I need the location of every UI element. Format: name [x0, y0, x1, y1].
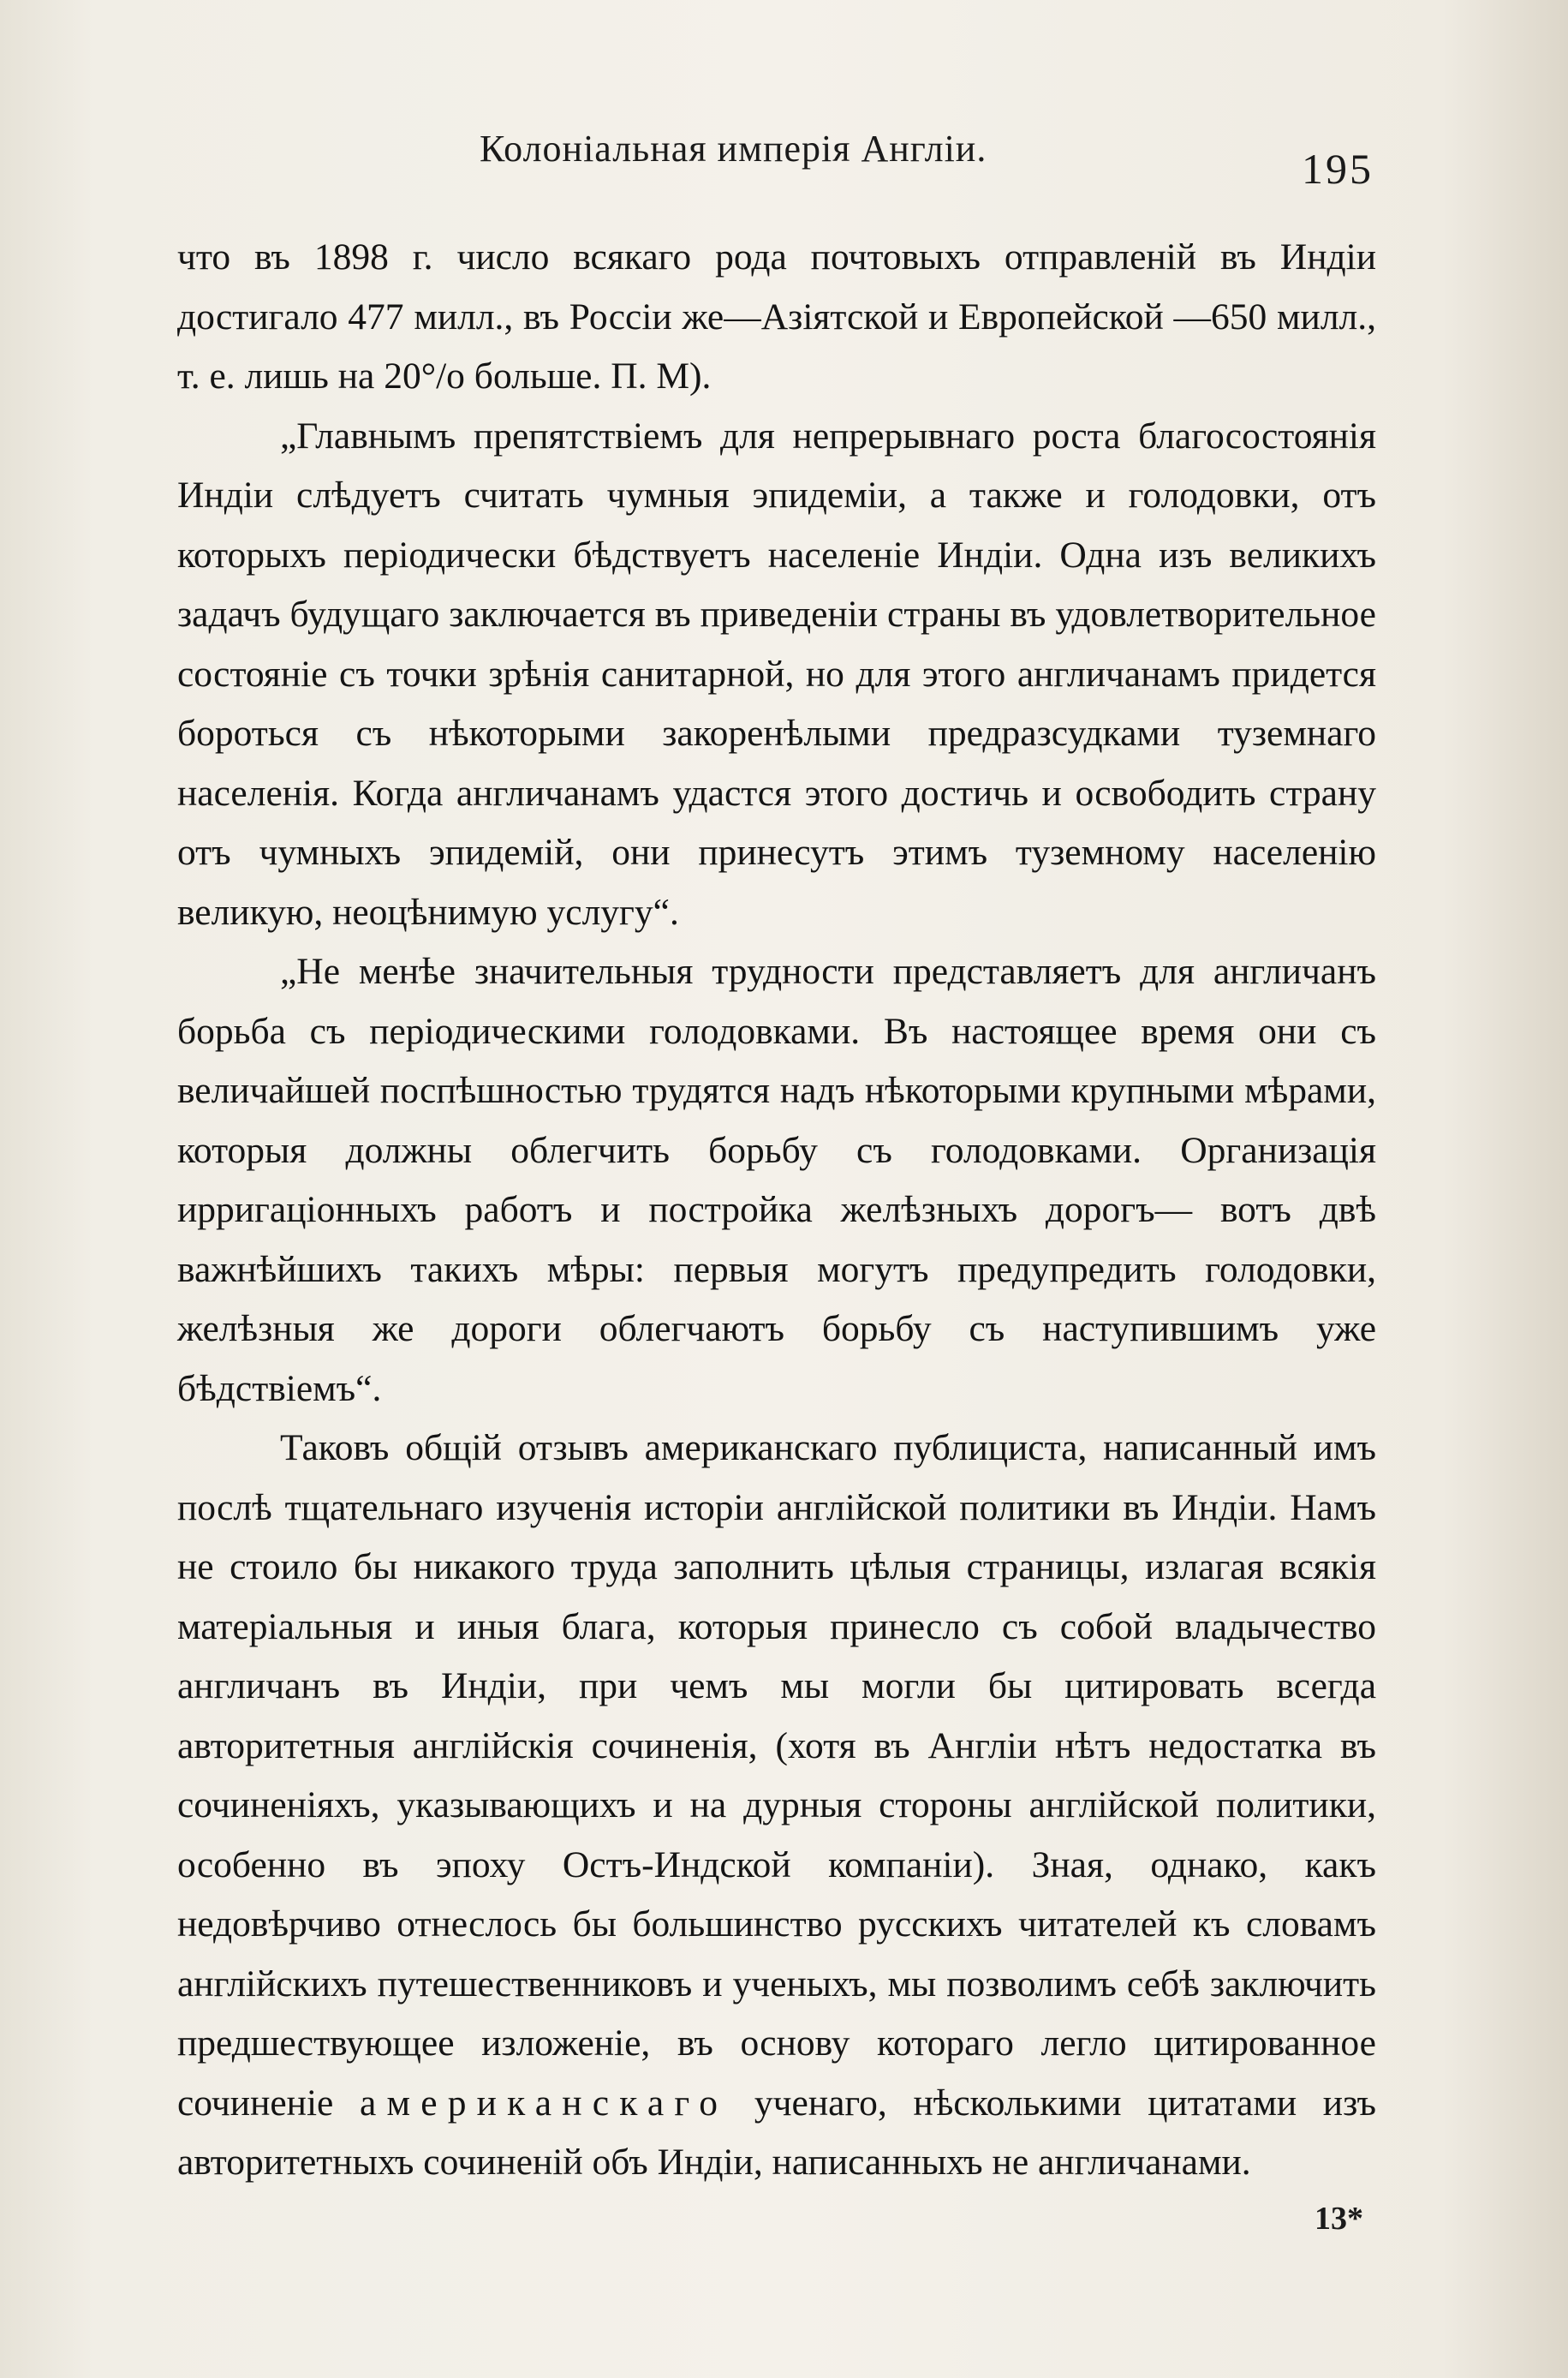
- paragraph-2: „Главнымъ препятствіемъ для непрерывнаго роста благосостоянія Индіи слѣдуетъ считать чумныя эпидеміи, а также и голодовки, отъ которыхъ періодически бѣдствуетъ населеніе Индіи. Одна изъ великихъ задачъ будущаго заключается въ приведеніи страны въ удовлетворительное состояніе съ точки зрѣнія санитарной, но для этого англичанамъ придется бороться съ нѣкоторыми закоренѣлыми предразсудками туземнаго населенія. Когда англичанамъ удастся этого достичь и освободить страну отъ чумныхъ эпидемій, они принесутъ этимъ туземному населенію великую, неоцѣнимую услугу“.: [177, 415, 1376, 933]
- paragraph-4: [177, 1419, 1376, 2193]
- spaced-emphasis-word: американскаго: [360, 2082, 729, 2124]
- page-number: 195: [1302, 145, 1374, 193]
- paragraph-3: „Не менѣе значительныя трудности представляетъ для англичанъ борьба съ періодическими голодовками. Въ настоящее время они съ величайшей поспѣшностью трудятся надъ нѣкоторыми крупными мѣрами, которыя должны облегчить борьбу съ голодовками. Организація ирригаціонныхъ работъ и постройка желѣзныхъ дорогъ— вотъ двѣ важнѣйшихъ такихъ мѣры: первыя могутъ предупредить голодовки, желѣзныя же дороги облегчаютъ борьбу съ наступившимъ уже бѣдствіемъ“.: [177, 951, 1376, 1409]
- paragraph-4-text-after: ученаго, нѣсколькими цитатами изъ авторитетныхъ сочиненій объ Индіи, написанныхъ не англичанами.: [177, 2082, 1377, 2183]
- paragraph-4-text-before: Таковъ общій отзывъ американскаго публициста, написанный имъ послѣ тщательнаго изученія исторіи англійской политики въ Индіи. Намъ не стоило бы никакого труда заполнить цѣлыя страницы, излагая всякія матеріальныя и иныя блага, которыя принесло съ собой владычество англичанъ въ Индіи, при чемъ мы могли бы цитировать всегда авторитетныя англійскія сочиненія, (хотя въ Англіи нѣтъ недостатка въ сочиненіяхъ, указывающихъ и на дурныя стороны англійской политики, особенно въ эпоху Остъ-Индской компаніи). Зная, однако, какъ недовѣрчиво отнеслось бы большинство русскихъ читателей къ словамъ англійскихъ путешественниковъ и ученыхъ, мы позволимъ себѣ заключить предшествующее изложеніе, въ основу котораго легло цитированное сочиненіе: [177, 1427, 1376, 2124]
- printer-signature-mark: 13*: [1315, 2201, 1363, 2237]
- body-text: [177, 228, 1376, 2193]
- running-title: Колоніальная имперія Англіи.: [480, 128, 987, 170]
- paragraph-1: что въ 1898 г. число всякаго рода почтовыхъ отправленій въ Индіи достигало 477 милл., въ Россіи же—Азіятской и Европейской —650 милл., т. е. лишь на 20°/о больше. П. М).: [177, 236, 1376, 397]
